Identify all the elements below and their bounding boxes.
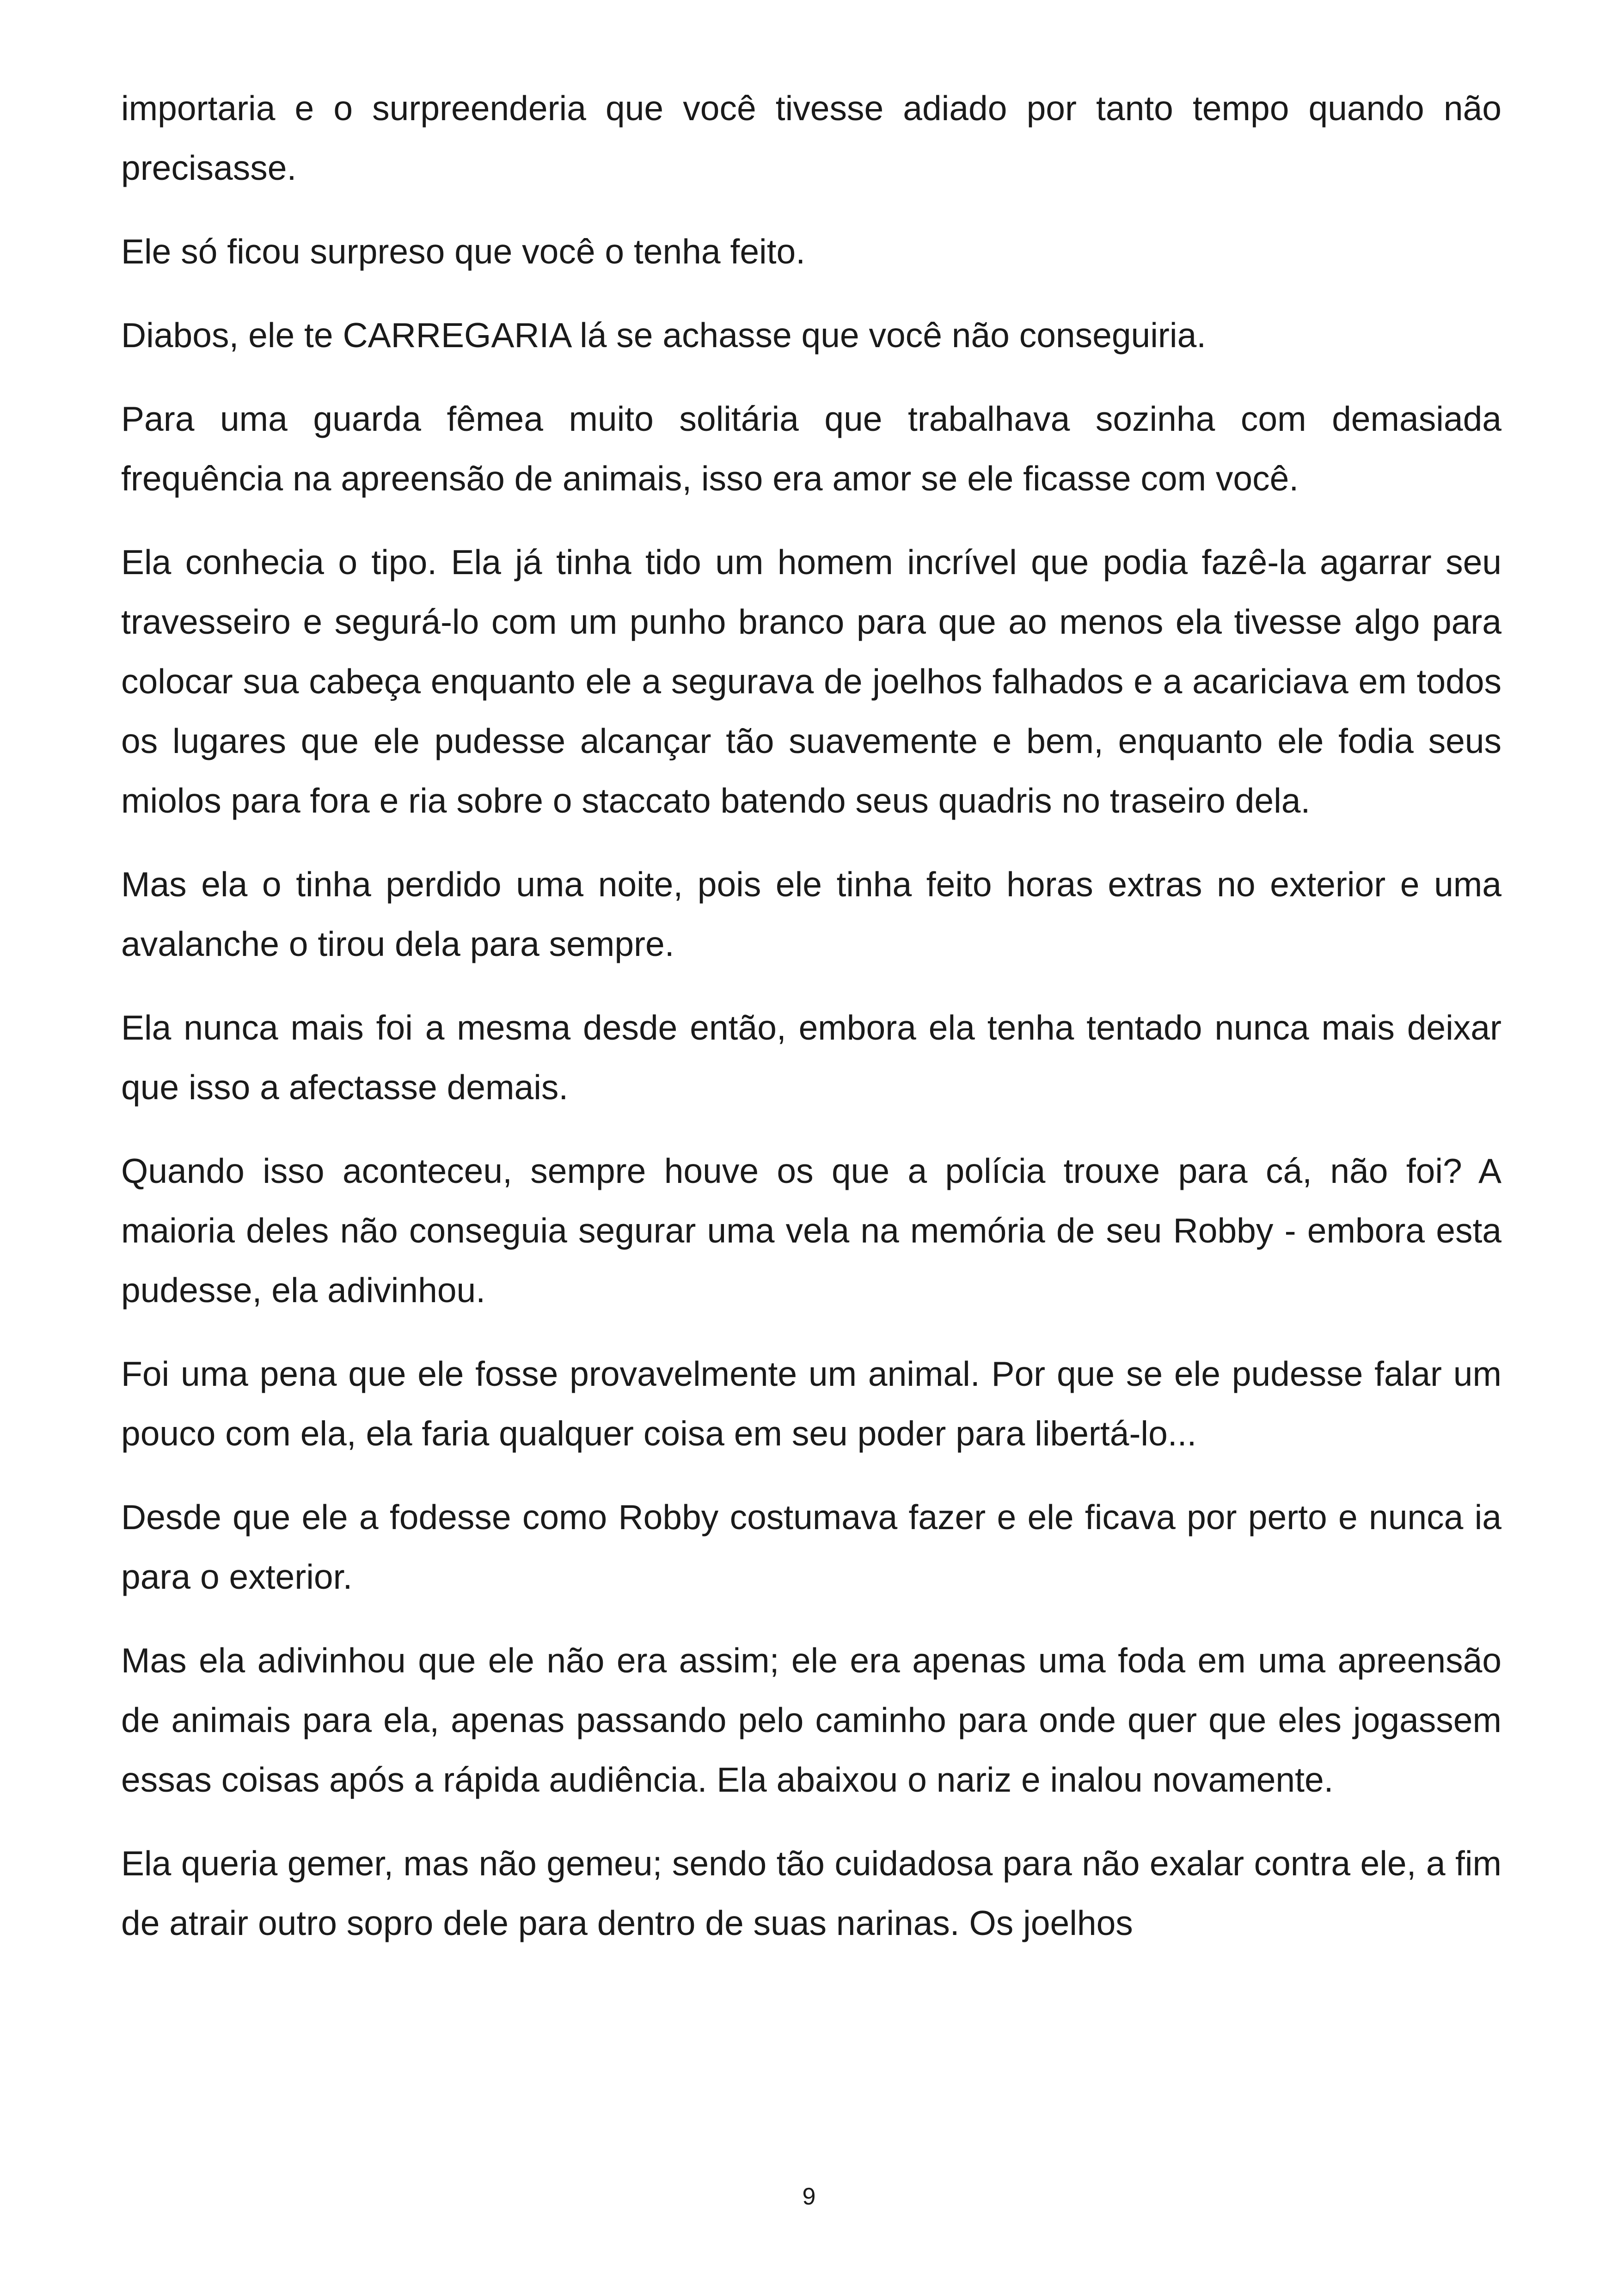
paragraph: Para uma guarda fêmea muito solitária que trabalhava sozinha com demasiada frequência na apreensão de animais, isso era amor se ele ficasse com você. (121, 399, 1502, 498)
paragraph: Diabos, ele te CARREGARIA lá se achasse que você não conseguiria. (121, 316, 1207, 355)
paragraph: Ele só ficou surpreso que você o tenha feito. (121, 232, 806, 271)
paragraph: Ela conhecia o tipo. Ela já tinha tido um homem incrível que podia fazê-la agarrar seu travesseiro e segurá-lo com um punho branco para que ao menos ela tivesse algo para colocar sua cabeça enquanto ele a segurava de joelhos falhados e a acariciava em todos os lugares que ele pudesse alcançar tão suavemente e bem, enquanto ele fodia seus miolos para fora e ria sobre o staccato batendo seus quadris no traseiro dela. (121, 543, 1502, 820)
paragraph: Foi uma pena que ele fosse provavelmente um animal. Por que se ele pudesse falar um pouco com ela, ela faria qualquer coisa em seu poder para libertá-lo... (121, 1354, 1502, 1453)
paragraph: Desde que ele a fodesse como Robby costumava fazer e ele ficava por perto e nunca ia para o exterior. (121, 1498, 1502, 1596)
paragraph: Quando isso aconteceu, sempre houve os que a polícia trouxe para cá, não foi? A maioria deles não conseguia segurar uma vela na memória de seu Robby - embora esta pudesse, ela adivinhou. (121, 1151, 1502, 1310)
paragraph: importaria e o surpreenderia que você tivesse adiado por tanto tempo quando não precisasse. (121, 89, 1502, 187)
paragraph: Mas ela adivinhou que ele não era assim; ele era apenas uma foda em uma apreensão de animais para ela, apenas passando pelo caminho para onde quer que eles jogassem essas coisas após a rápida audiência. Ela abaixou o nariz e inalou novamente. (121, 1641, 1502, 1799)
document-body (121, 79, 1502, 1977)
page-number: 9 (802, 2183, 816, 2210)
paragraph: Ela nunca mais foi a mesma desde então, embora ela tenha tentado nunca mais deixar que isso a afectasse demais. (121, 1008, 1502, 1107)
paragraph: Mas ela o tinha perdido uma noite, pois ele tinha feito horas extras no exterior e uma avalanche o tirou dela para sempre. (121, 865, 1502, 963)
paragraph: Ela queria gemer, mas não gemeu; sendo tão cuidadosa para não exalar contra ele, a fim de atrair outro sopro dele para dentro de suas narinas. Os joelhos (121, 1844, 1502, 1942)
